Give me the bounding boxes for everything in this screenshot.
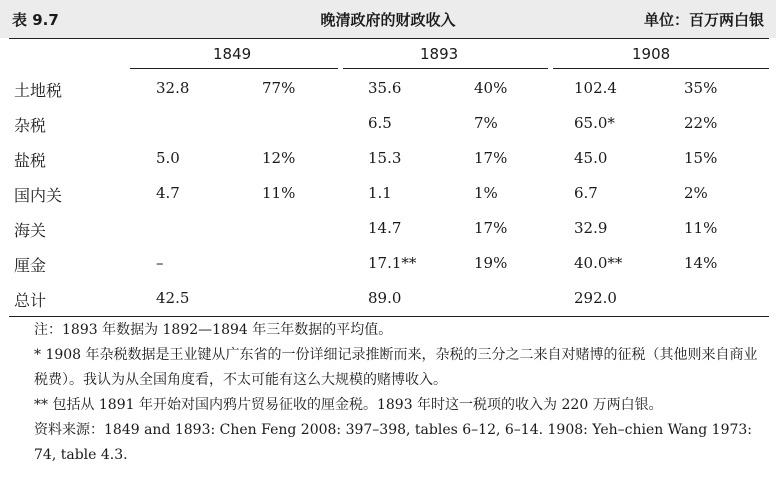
share-1908: 14% — [684, 254, 718, 272]
value-1908: 292.0 — [574, 289, 617, 307]
value-1849: 4.7 — [156, 184, 180, 202]
table-number: 表 9.7 — [12, 11, 59, 29]
share-1849: 12% — [262, 149, 296, 167]
year-1849: 1849 — [213, 45, 252, 63]
note-misc-tax: * 1908 年杂税数据是王业键从广东省的一份详细记录推断而来，杂税的三分之二来自对赌博的征税（其他则来自商业税费）。我认为从全国角度看，不太可能有这么大规模的赌博收入。 — [34, 347, 758, 388]
value-1849: 32.8 — [156, 79, 190, 97]
table-row-total — [0, 282, 776, 316]
row-label: 土地税 — [14, 81, 63, 100]
value-1908: 32.9 — [574, 219, 608, 237]
value-1908: 40.0** — [574, 254, 623, 272]
value-1849: – — [156, 254, 164, 272]
row-label: 海关 — [14, 221, 47, 240]
value-1908: 65.0* — [574, 114, 615, 132]
table-row-misc-tax — [0, 107, 776, 141]
row-label: 杂税 — [14, 116, 47, 135]
value-1849: 42.5 — [156, 289, 190, 307]
table-unit: 单位：百万两白银 — [643, 11, 764, 29]
share-1908: 35% — [684, 79, 718, 97]
share-1893: 19% — [474, 254, 508, 272]
value-1893: 35.6 — [368, 79, 402, 97]
share-1893: 17% — [474, 149, 508, 167]
value-1893: 1.1 — [368, 184, 392, 202]
year-rule-1849 — [130, 68, 338, 69]
note-sources: 资料来源：1849 and 1893: Chen Feng 2008: 397–398, tables 6–12, 6–14. 1908: Yeh–chien Wang 1973: 74, table 4.3. — [34, 422, 753, 463]
table-row-domestic-customs — [0, 177, 776, 211]
share-1849: 77% — [262, 79, 296, 97]
share-1908: 2% — [684, 184, 708, 202]
share-1849: 11% — [262, 184, 296, 202]
row-label: 国内关 — [14, 186, 63, 205]
year-rule-1893 — [343, 68, 548, 69]
value-1908: 102.4 — [574, 79, 617, 97]
year-rule-1908 — [553, 68, 769, 69]
value-1893: 14.7 — [368, 219, 402, 237]
value-1893: 15.3 — [368, 149, 402, 167]
value-1893: 17.1** — [368, 254, 417, 272]
value-1908: 6.7 — [574, 184, 598, 202]
share-1893: 17% — [474, 219, 508, 237]
row-label: 盐税 — [14, 151, 47, 170]
share-1908: 22% — [684, 114, 718, 132]
table-row-land-tax — [0, 72, 776, 106]
top-rule — [9, 38, 769, 39]
share-1893: 1% — [474, 184, 498, 202]
note-average: 注：1893 年数据为 1892—1894 年三年数据的平均值。 — [34, 322, 393, 338]
value-1893: 89.0 — [368, 289, 402, 307]
table-row-likin — [0, 247, 776, 281]
note-likin: ** 包括从 1891 年开始对国内鸦片贸易征收的厘金税。1893 年时这一税项的收入为 220 万两白银。 — [34, 397, 663, 413]
table-row-maritime-customs — [0, 212, 776, 246]
value-1893: 6.5 — [368, 114, 392, 132]
table-header — [0, 0, 776, 38]
table-title: 晚清政府的财政收入 — [320, 11, 456, 29]
bottom-rule — [9, 316, 769, 317]
row-label: 厘金 — [14, 256, 47, 275]
value-1849: 5.0 — [156, 149, 180, 167]
year-1893: 1893 — [420, 45, 459, 63]
share-1908: 15% — [684, 149, 718, 167]
value-1908: 45.0 — [574, 149, 608, 167]
table-row-salt-tax — [0, 142, 776, 176]
table-notes — [14, 318, 764, 468]
share-1893: 7% — [474, 114, 498, 132]
share-1908: 11% — [684, 219, 718, 237]
year-1908: 1908 — [632, 45, 671, 63]
share-1893: 40% — [474, 79, 508, 97]
row-label: 总计 — [14, 291, 47, 310]
